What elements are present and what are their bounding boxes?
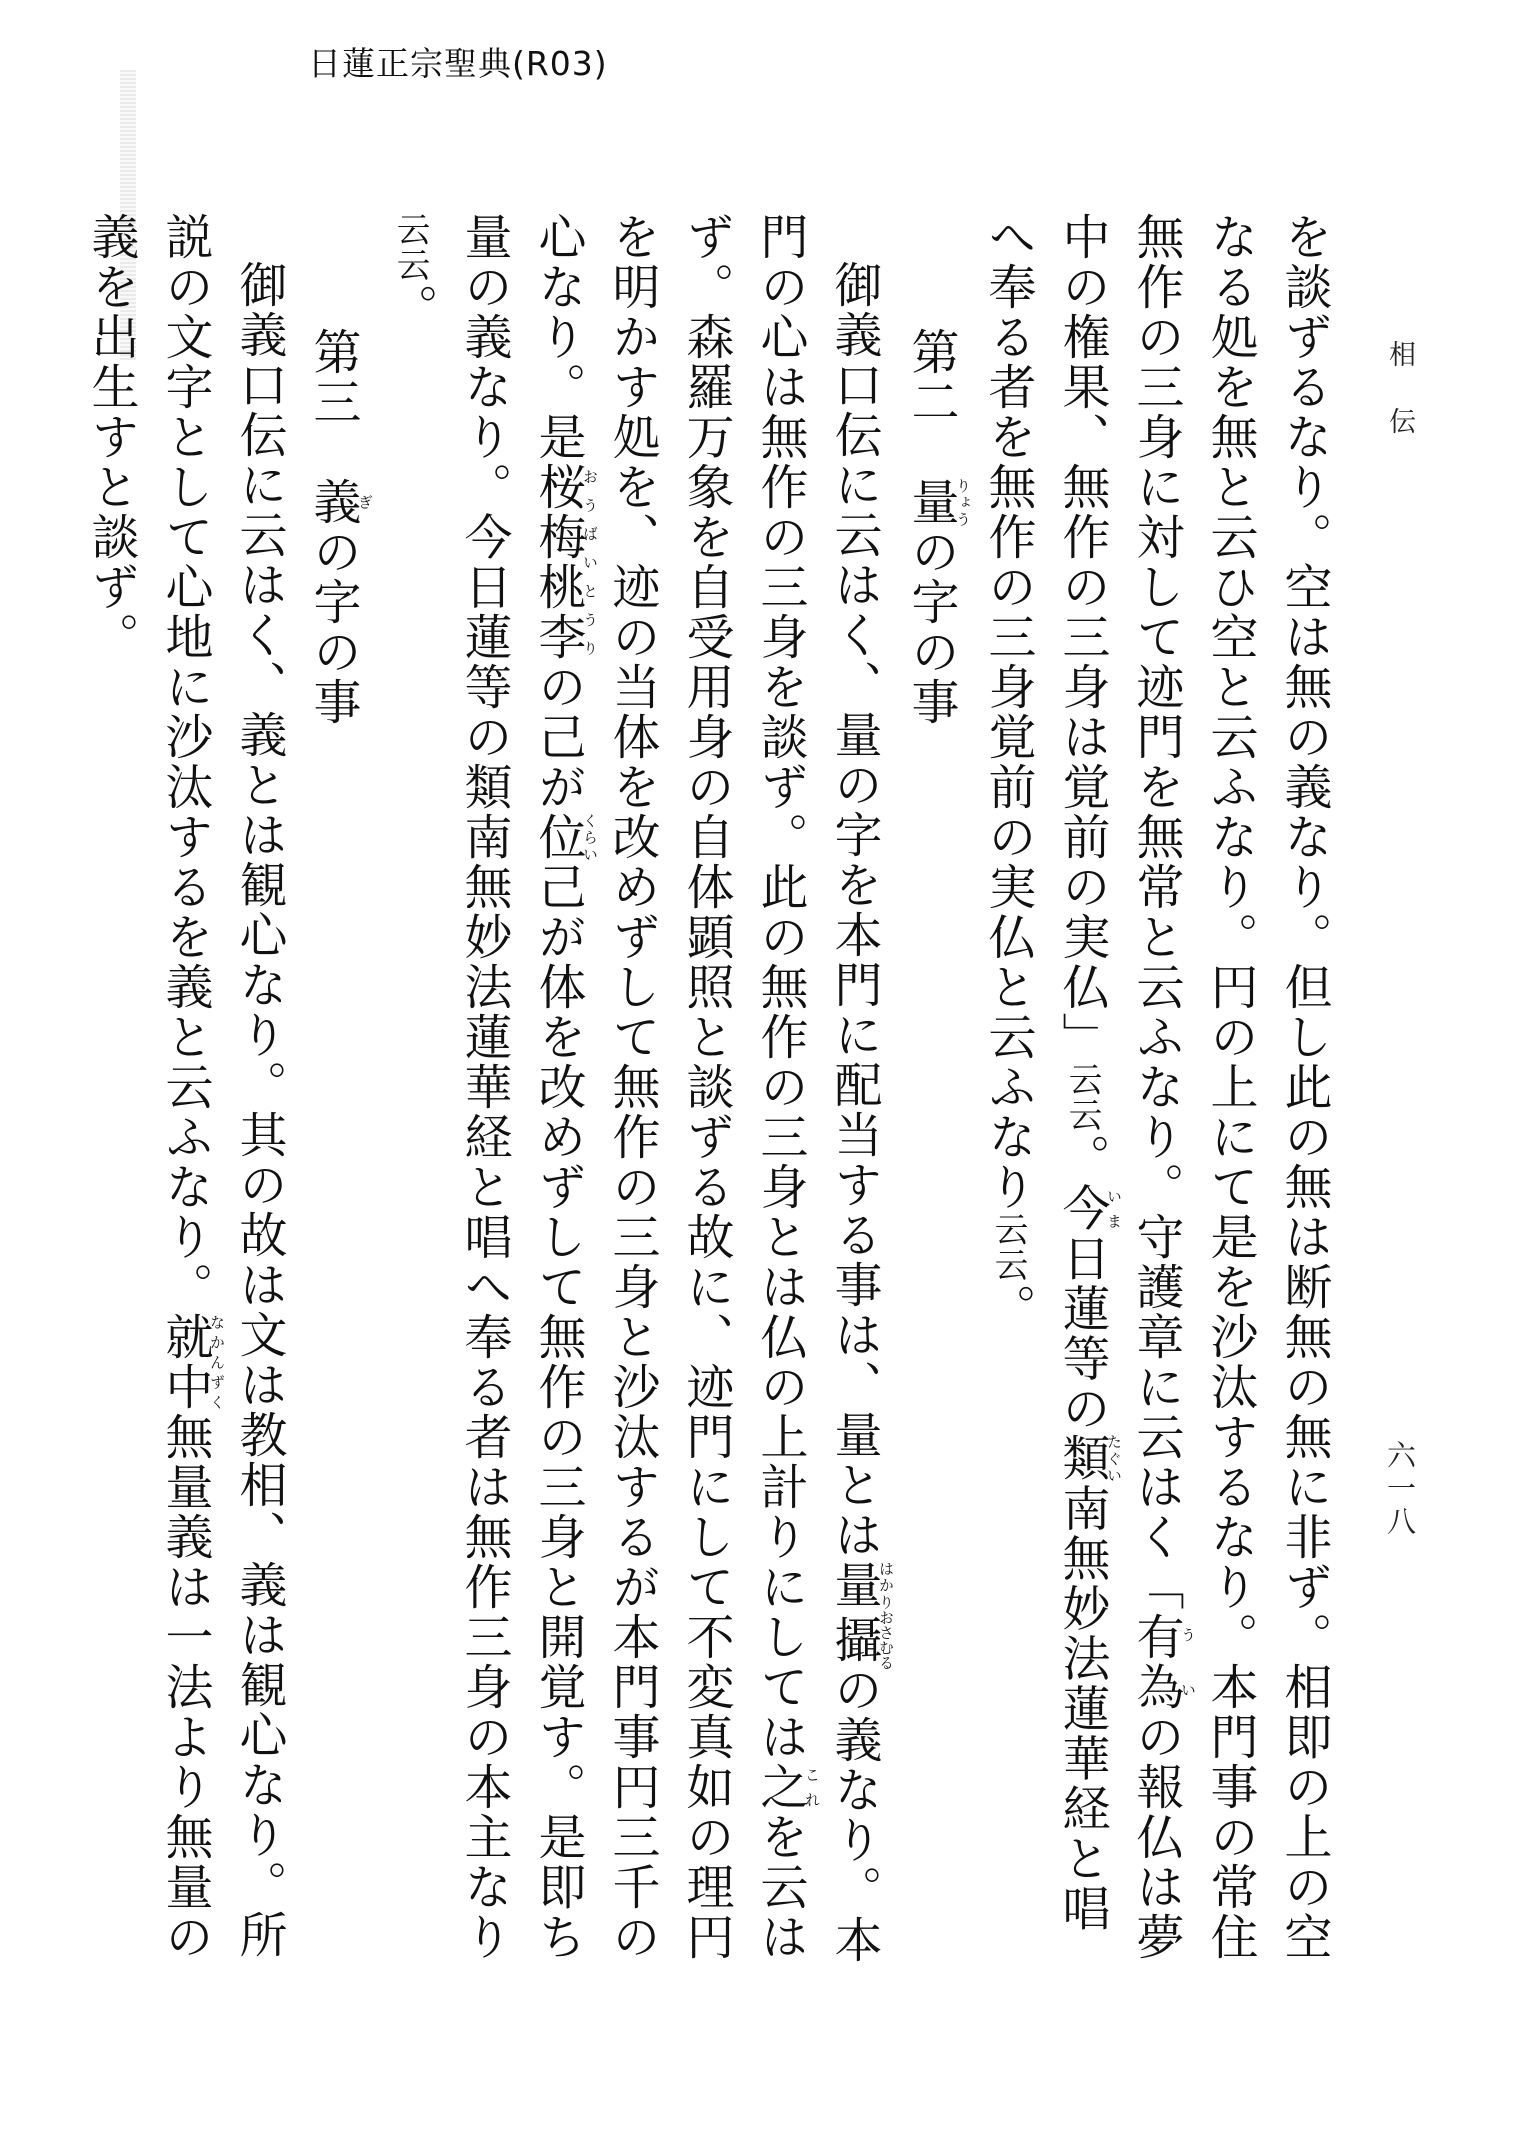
ruby-oubaitouri: 桜梅桃李おうばいとうり (530, 462, 599, 662)
section-heading-3: 第三 義ぎの字の事 (305, 327, 374, 728)
ruby-osamuru: 攝おさむる (826, 1610, 895, 1670)
unnun-mark: 云云 (391, 212, 430, 284)
paragraph-2: 御義口伝に云はく、量の字を本門に配当する事は、量とは量はかり攝おさむるの義なり。本門の心は無作の三身を談ず。此の無作の三身とは仏の上計りにしては之これを云はず。森羅万象を自受用身の自体顕照と談ずる故に、迹門にして不変真如の理円を明かす処を、迹の当体を改めずして無作の三身と沙汰するが本門事円三千の心なり。是桜梅桃李おうばいとうりの己が位くらい己が体を改めずして無作の三身と開覚す。是即ち量の義なり。今日蓮等の類南無妙法蓮華経と唱へ奉る者は無作三身の本主なり云云。 (382, 212, 895, 1965)
ruby-gi: 義ぎ (305, 477, 374, 528)
ruby-nakanzuku: 就中なかんずく (157, 1312, 226, 1412)
paragraph-1: を談ずるなり。空は無の義なり。但し此の無は断無の無に非ず。相即の上の空なる処を無と云ひ空と云ふなり。円の上にて是を沙汰するなり。本門事の常住無作の三身に対して迹門を無常と云ふなり。守護章に云はく「有為ういの報仏は夢中の権果、無作の三身は覚前の実仏」云云。今いま日蓮等の類たぐい南無妙法蓮華経と唱へ奉る者を無作の三身覚前の実仏と云ふなり云云。 (980, 212, 1332, 1962)
paragraph-3: 御義口伝に云はく、義とは観心なり。其の故は文は教相、義は観心なり。所説の文字として心地に沙汰するを義と云ふなり。就中なかんずく無量義は一法より無量の義を出生すと談ず。 (83, 212, 287, 1962)
ruby-ima: 今いま (1054, 1183, 1123, 1234)
running-head: 相伝 (1384, 340, 1415, 474)
main-text-body (83, 212, 1341, 1972)
section-heading-2: 第二 量りょうの字の事 (903, 327, 972, 728)
ruby-kurai: 位くらい (530, 812, 599, 862)
unnun-mark: 云云 (1063, 1062, 1102, 1134)
ruby-kore: 之これ (752, 1762, 821, 1812)
document-header-title: 日蓮正宗聖典(R03) (308, 44, 608, 83)
ruby-hakari: 量はかり (826, 1560, 895, 1610)
ruby-ryou: 量りょう (903, 477, 972, 528)
page-number: 六一八 (1383, 1440, 1417, 1539)
ruby-ui: 有為うい (1128, 1612, 1197, 1712)
ruby-tagui: 類たぐい (1054, 1433, 1123, 1484)
unnun-mark: 云云 (989, 1212, 1028, 1284)
